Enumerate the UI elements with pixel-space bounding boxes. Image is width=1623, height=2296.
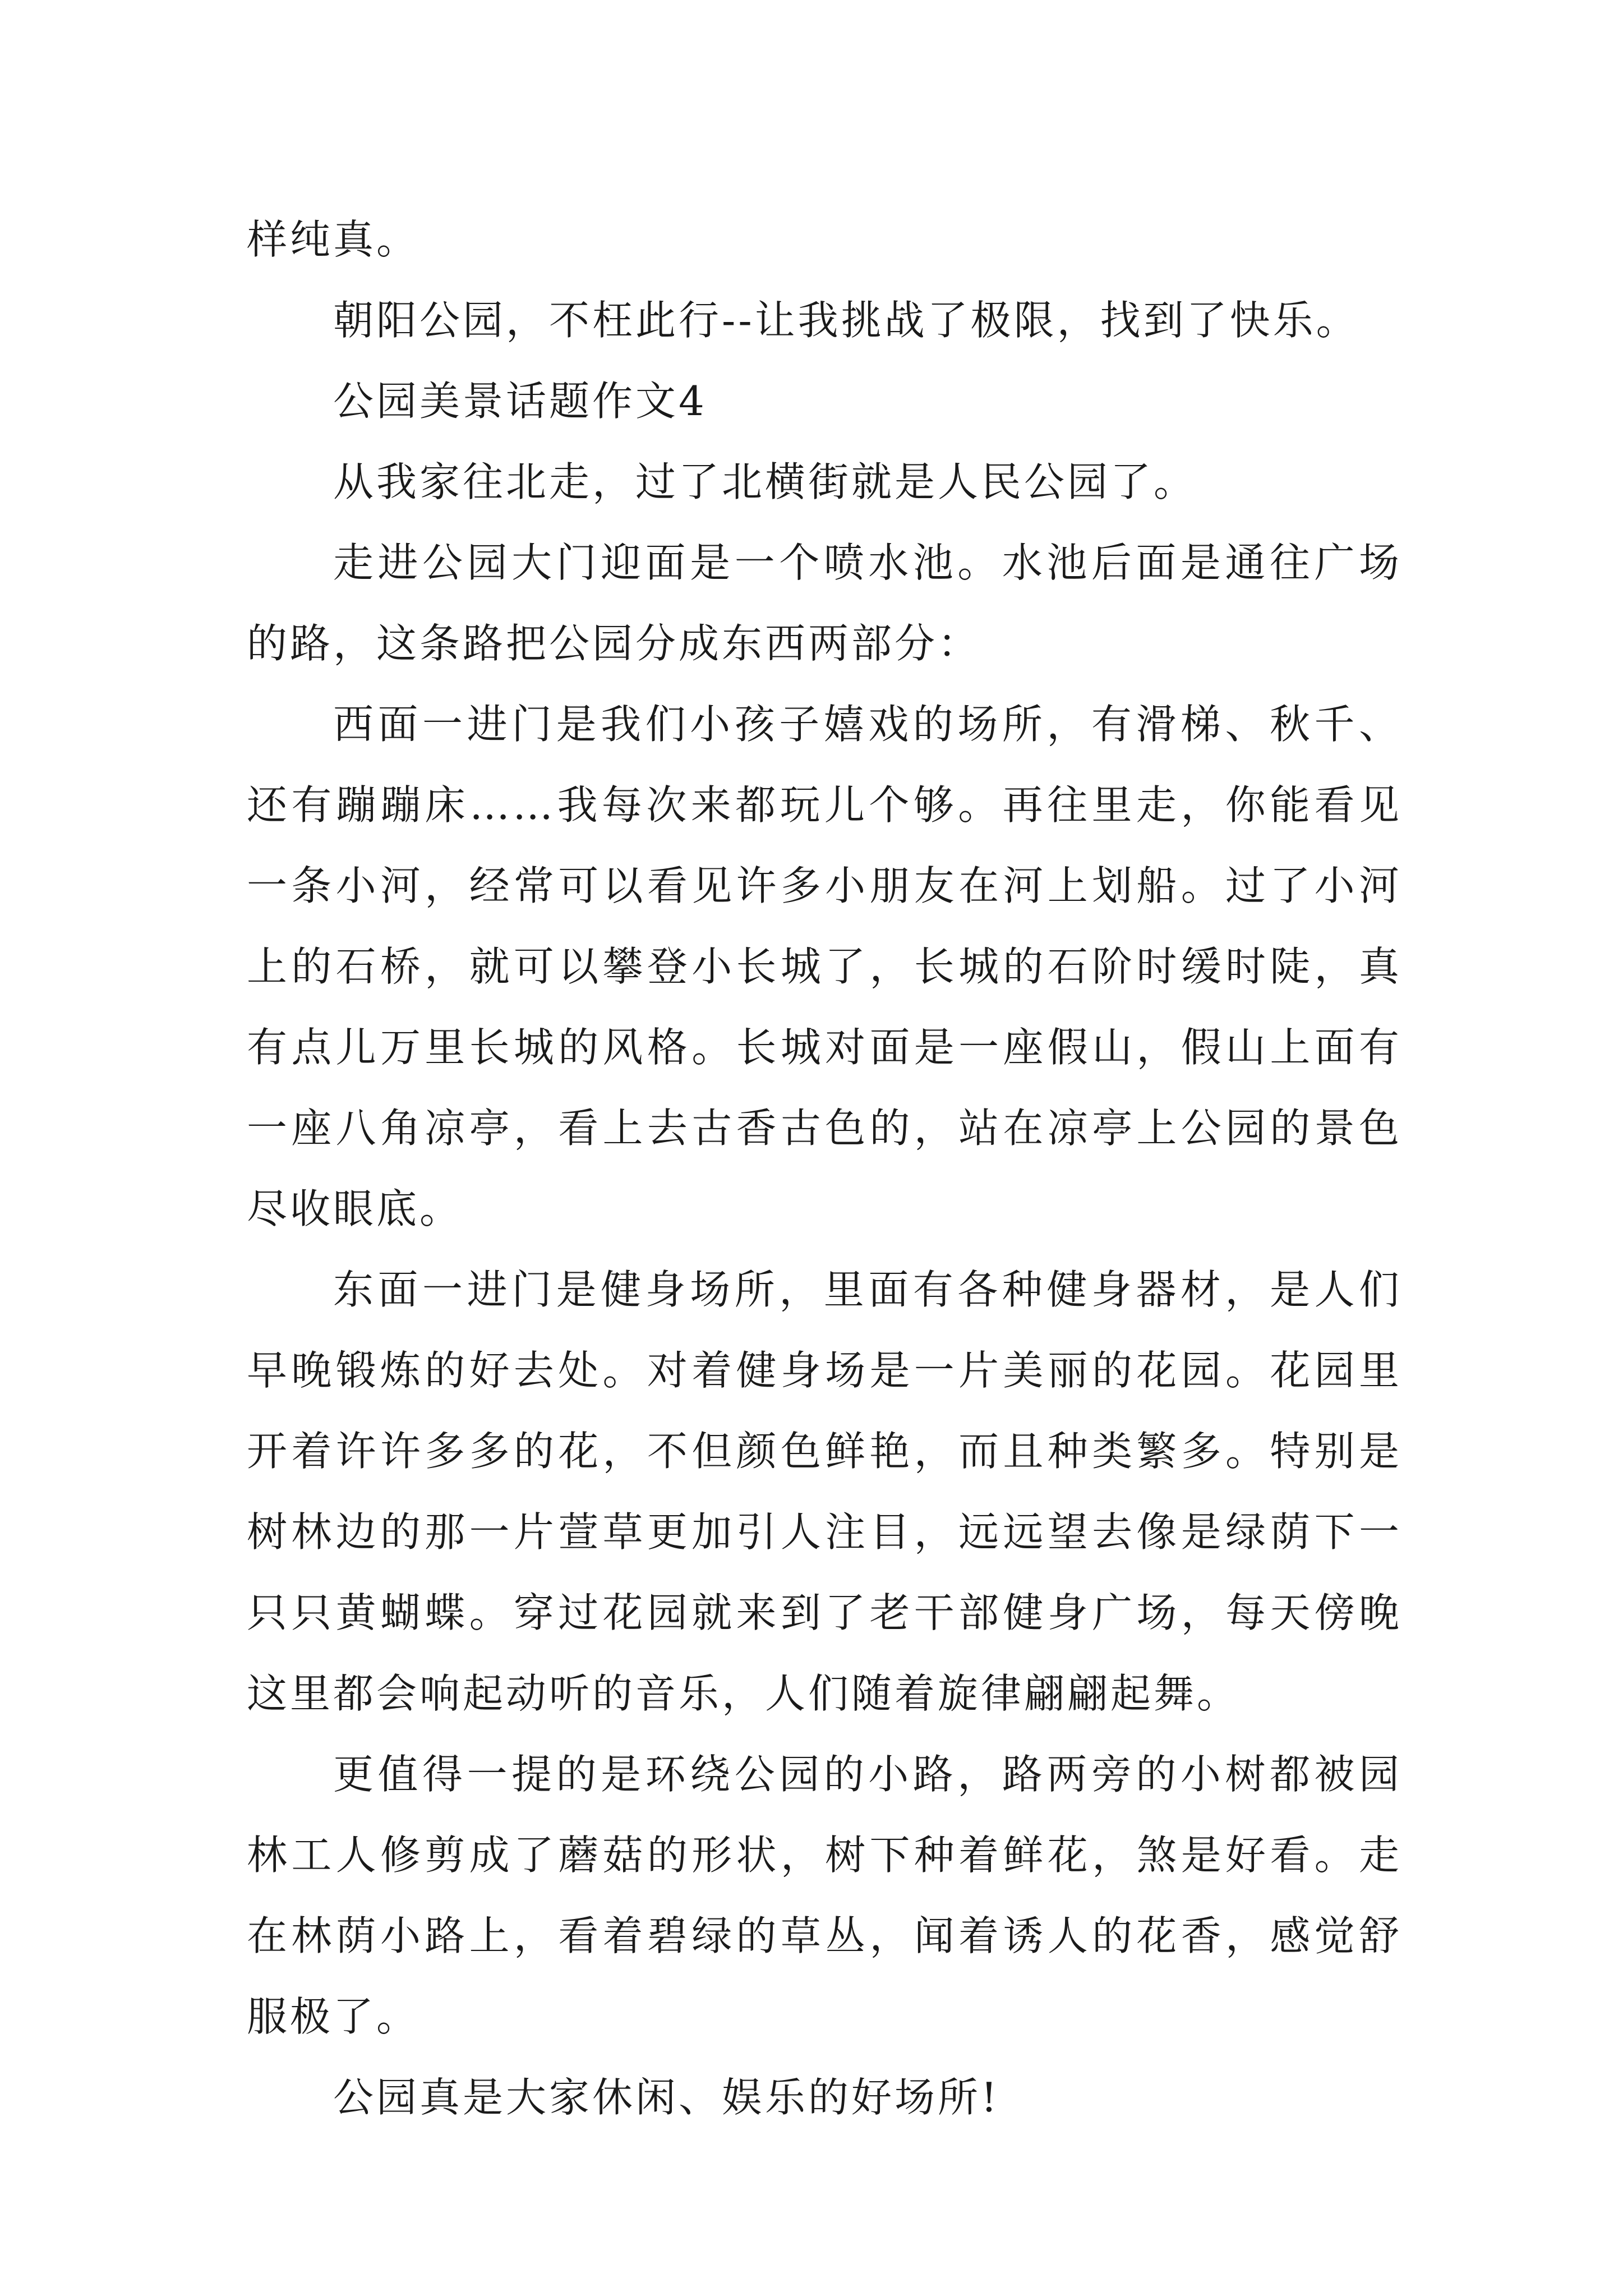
- paragraph: 从我家往北走，过了北横街就是人民公园了。: [333, 458, 1197, 505]
- paragraph: 朝阳公园，不枉此行--让我挑战了极限，找到了快乐。: [333, 297, 1359, 344]
- paragraph: 东面一进门是健身场所，里面有各种健身器材，是人们早晚锻炼的好去处。对着健身场是一片美丽的花园。花园里开着许许多多的花，不但颜色鲜艳，而且种类繁多。特别是树林边的那一片萱草更加引人注目，远远望去像是绿荫下一只只黄蝴蝶。穿过花园就来到了老干部健身广场，每天傍晚这里都会响起动听的音乐，人们随着旋律翩翩起舞。: [247, 1266, 1402, 1717]
- paragraph: 公园真是大家休闲、娱乐的好场所!: [333, 2074, 1000, 2121]
- paragraph-continued: 样纯真。: [247, 216, 420, 263]
- paragraph: 更值得一提的是环绕公园的小路，路两旁的小树都被园林工人修剪成了蘑菇的形状，树下种着鲜花，煞是好看。走在林荫小路上，看着碧绿的草丛，闻着诱人的花香，感觉舒服极了。: [247, 1751, 1402, 2040]
- essay-heading: 公园美景话题作文4: [333, 378, 707, 425]
- paragraph: 走进公园大门迎面是一个喷水池。水池后面是通往广场的路，这条路把公园分成东西两部分：: [247, 539, 1402, 667]
- paragraph: 西面一进门是我们小孩子嬉戏的场所，有滑梯、秋千、还有蹦蹦床……我每次来都玩儿个够。再往里走，你能看见一条小河，经常可以看见许多小朋友在河上划船。过了小河上的石桥，就可以攀登小长城了，长城的石阶时缓时陡，真有点儿万里长城的风格。长城对面是一座假山，假山上面有一座八角凉亭，看上去古香古色的，站在凉亭上公园的景色尽收眼底。: [247, 701, 1402, 1232]
- document-body: [247, 199, 1402, 2138]
